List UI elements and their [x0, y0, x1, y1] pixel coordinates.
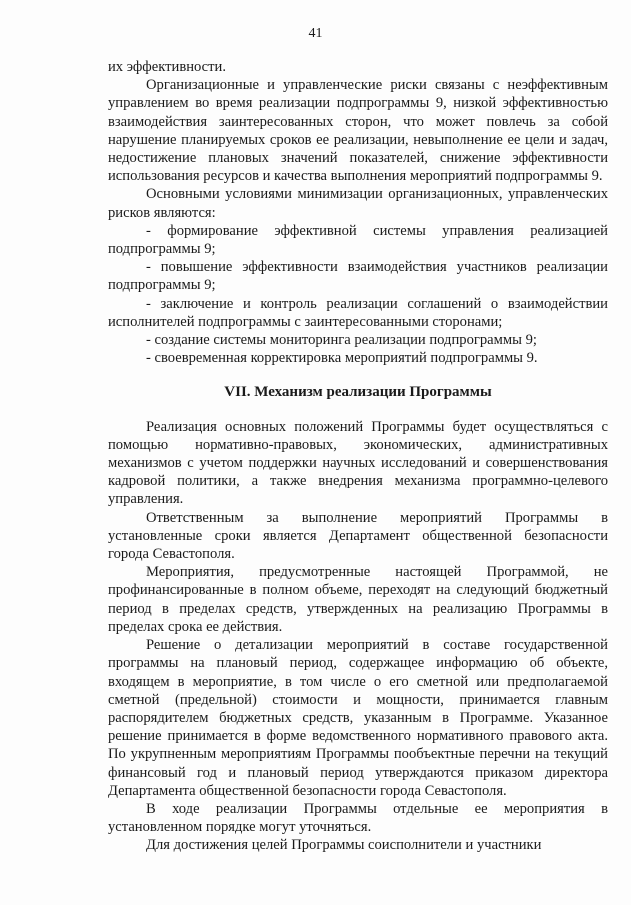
list-item-management-system: - формирование эффективной системы управления реализацией подпрограммы 9;: [108, 222, 608, 258]
paragraph-implementation-mechanisms: Реализация основных положений Программы будет осуществляться с помощью нормативно-правовых, экономических, административных механизмов с учетом поддержки научных исследований и совершенствования кадровой политики, а также внедрения механизма программно-целевого управления.: [108, 418, 608, 508]
paragraph-unfunded-measures: Мероприятия, предусмотренные настоящей Программой, не профинансированные в полном объеме, переходят на следующий бюджетный период в пределах средств, утвержденных на реализацию Программы в пределах срока ее действия.: [108, 564, 608, 635]
page-body: [108, 58, 608, 855]
list-item-timely-adjustment: - своевременная корректировка мероприятий подпрограммы 9.: [146, 350, 538, 367]
paragraph-continuation: их эффективности.: [108, 59, 226, 75]
section-heading: VII. Механизм реализации Программы: [224, 384, 492, 401]
paragraph-responsible-department: Ответственным за выполнение мероприятий Программы в установленные сроки является Департамент общественной безопасности города Севастополя.: [108, 509, 608, 563]
paragraph-detailing-decision: Решение о детализации мероприятий в составе государственной программы на плановый период, содержащее информацию об объекте, входящем в мероприятие, в том числе о его сметной или предполагаемой сметной (предельной) стоимости и мощности, принимается главным распорядителем бюджетных средств, указанным в Программе. Указанное решение принимается в форме ведомственного нормативного правового акта. По укрупненным мероприятиям Программы пообъектные перечни на текущий финансовый год и плановый период утверждаются приказом директора Департамента общественной безопасности города Севастополя.: [108, 637, 608, 799]
paragraph-goal-achievement: Для достижения целей Программы соисполнители и участники: [146, 837, 542, 854]
list-item-interaction-efficiency: - повышение эффективности взаимодействия участников реализации подпрограммы 9;: [108, 259, 608, 294]
list-item-monitoring-system: - создание системы мониторинга реализации подпрограммы 9;: [146, 332, 537, 349]
paragraph-organizational-risks: Организационные и управленческие риски связаны с неэффективным управлением во время реализации подпрограммы 9, низкой эффективностью взаимодействия заинтересованных сторон, что может повлечь за собой нарушение планируемых сроков ее реализации, невыполнение ее цели и задач, недостижение плановых значений показателей, снижение эффективности использования ресурсов и качества выполнения мероприятий подпрограммы 9.: [108, 77, 608, 185]
paragraph-clarification: В ходе реализации Программы отдельные ее мероприятия в установленном порядке могут уточняться.: [108, 800, 608, 836]
page-number: 41: [308, 26, 323, 41]
list-item-agreements-control: - заключение и контроль реализации соглашений о взаимодействии исполнителей подпрограммы с заинтересованными сторонами;: [108, 295, 608, 330]
paragraph-risk-conditions-intro: Основными условиями минимизации организационных, управленческих рисков являются:: [108, 186, 608, 221]
